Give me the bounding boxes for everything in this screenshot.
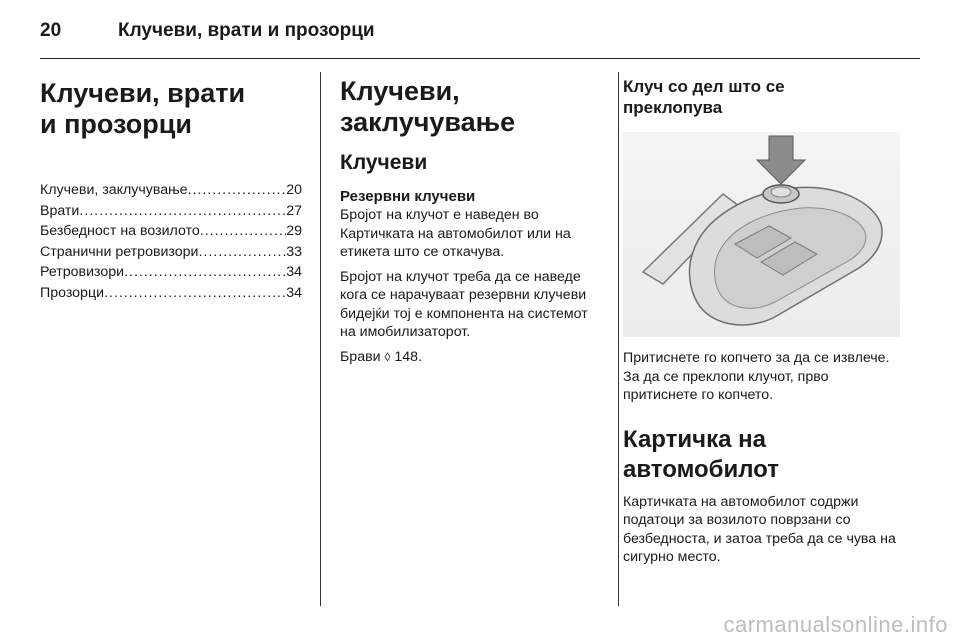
toc-entry[interactable] xyxy=(40,180,302,201)
toc-entry-title: Клучеви, заклучување xyxy=(40,182,188,198)
header-rule xyxy=(40,58,920,59)
toc-entry-title: Врати xyxy=(40,202,80,219)
toc-entry[interactable] xyxy=(40,221,302,242)
chapter-title-line1: Клучеви, врати xyxy=(40,78,246,108)
toc-entry-page: 34 xyxy=(286,264,302,280)
reference-label: Брави xyxy=(340,348,381,365)
chapter-title xyxy=(40,78,302,140)
paragraph: Бројот на клучот е наведен во Картичката на автомобилот или на етикета што се откачува. xyxy=(340,207,571,260)
toc-leader xyxy=(124,262,286,283)
toc-entry-page: 20 xyxy=(286,182,302,198)
watermark: carmanualsonline.info xyxy=(723,612,948,637)
reference-arrow-icon: ◊ xyxy=(384,349,391,364)
toc-entry-page: 33 xyxy=(286,243,302,260)
topic-title: Резервни клучеви xyxy=(340,188,476,205)
table-of-contents xyxy=(40,180,302,303)
toc-leader xyxy=(188,180,287,201)
toc-entry[interactable] xyxy=(40,242,302,263)
section-title: Клучеви, заклучување xyxy=(340,76,516,137)
toc-entry[interactable] xyxy=(40,262,302,283)
chapter-column xyxy=(40,76,302,303)
toc-entry-title: Ретровизори xyxy=(40,264,125,280)
page-header xyxy=(40,14,920,48)
toc-leader xyxy=(198,242,286,263)
reference-page: 148. xyxy=(394,348,423,365)
paragraph: Притиснете го копчето за да се извлече. За да се преклопи клучот, прво притиснете го копчето. xyxy=(623,350,890,403)
topic-title: Клуч со дел што се преклопува xyxy=(623,77,785,117)
header-title: Клучеви, врати и прозорци xyxy=(118,20,375,41)
column-divider-2 xyxy=(618,72,619,606)
paragraph: Бројот на клучот треба да се наведе кога се нарачуваат резервни клучеви бидејќи тој е компонента на системот на имобилизаторот. xyxy=(340,268,588,340)
cross-reference[interactable] xyxy=(340,348,602,367)
toc-entry-page: 34 xyxy=(286,284,302,301)
chapter-title-line2: и прозорци xyxy=(40,109,192,139)
section-title: Картичка на автомобилот xyxy=(623,425,779,483)
toc-entry-title: Прозорци xyxy=(40,284,104,301)
toc-leader xyxy=(200,221,286,242)
toc-leader xyxy=(79,201,286,222)
toc-entry[interactable] xyxy=(40,201,302,222)
paragraph: Картичката на автомобилот содржи податоци за возилото поврзани со безбедноста, и затоа треба да се чува на сигурно место. xyxy=(623,493,896,565)
page-number: 20 xyxy=(40,20,62,41)
folding-key-illustration xyxy=(623,132,900,337)
toc-entry-title: Безбедност на возилото xyxy=(40,223,200,239)
toc-entry-page: 27 xyxy=(286,202,302,219)
toc-leader xyxy=(104,283,286,304)
toc-entry[interactable] xyxy=(40,283,302,304)
column-divider-1 xyxy=(320,72,321,606)
keys-column xyxy=(340,76,602,366)
subsection-title: Клучеви xyxy=(340,151,428,174)
folding-key-column xyxy=(623,76,903,567)
toc-entry-title: Странични ретровизори xyxy=(40,243,199,260)
toc-entry-page: 29 xyxy=(286,223,302,239)
